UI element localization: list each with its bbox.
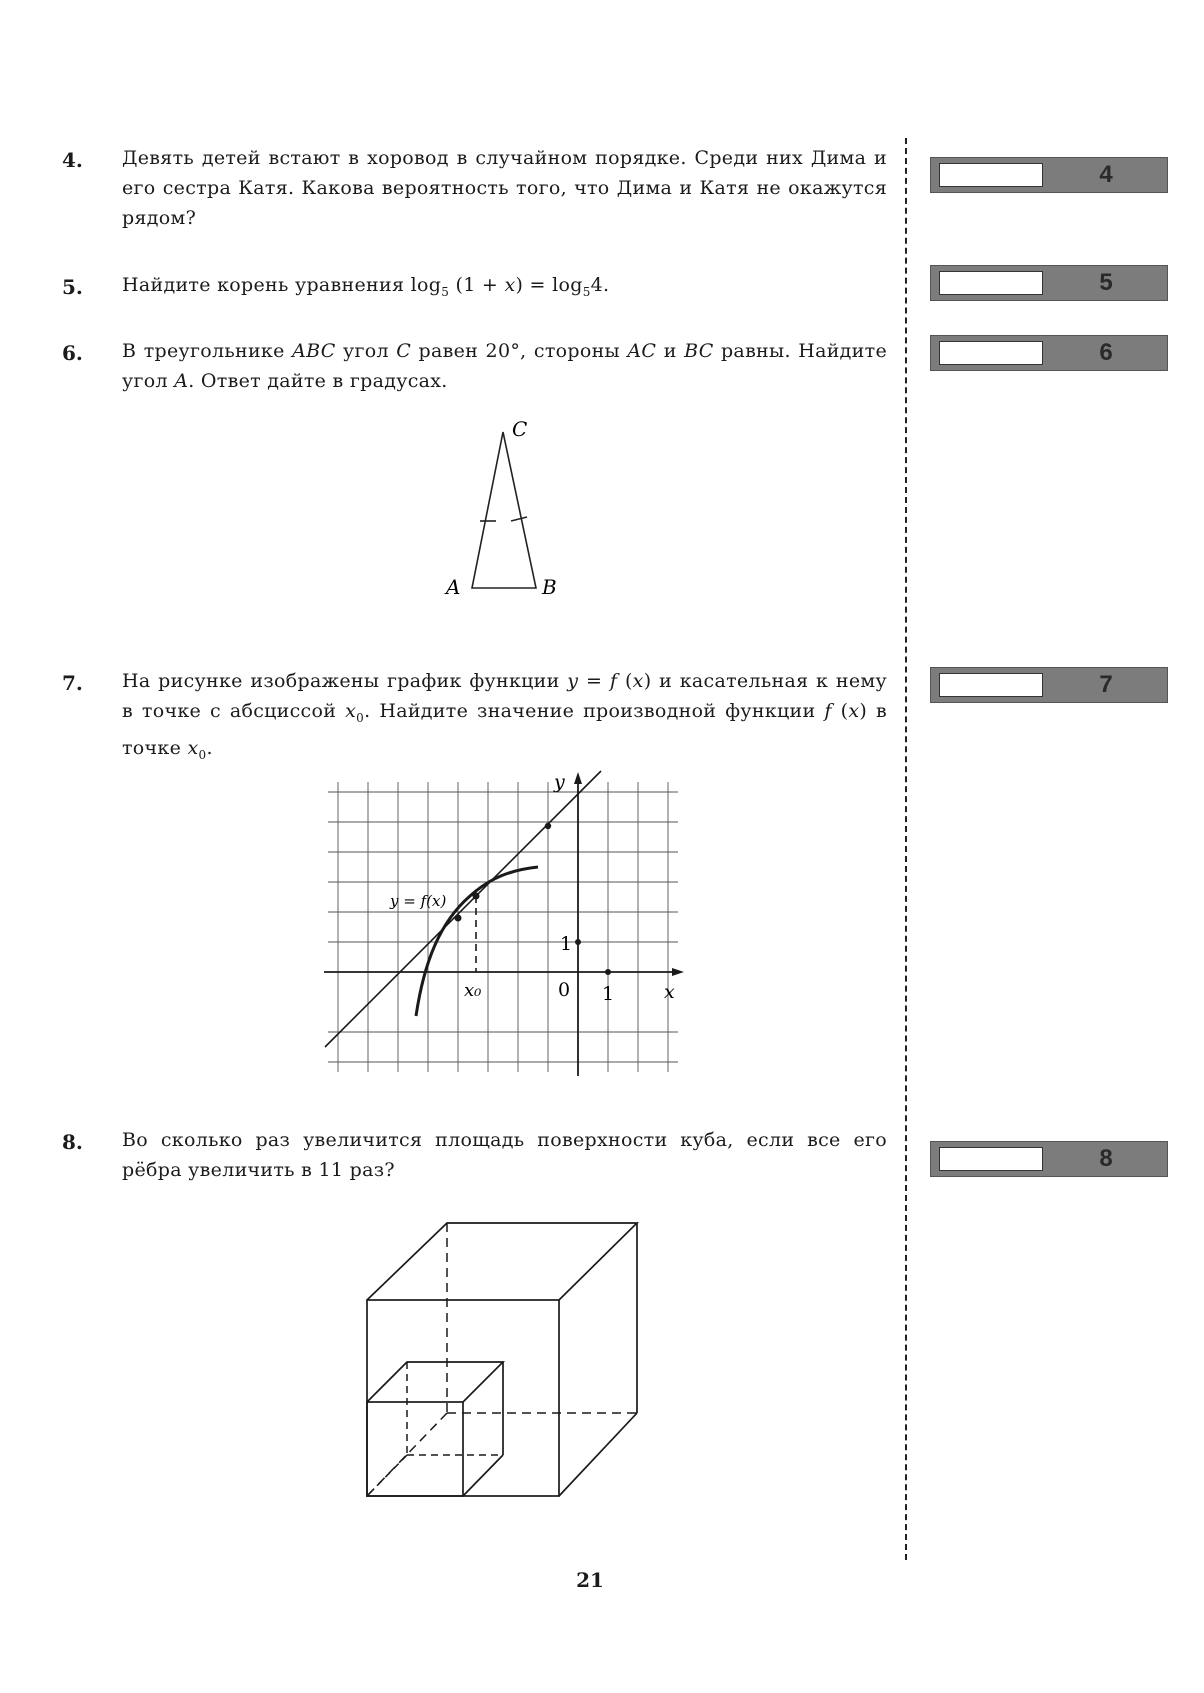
label-one-x: 1: [602, 983, 615, 1005]
answer-label-7: 7: [1099, 671, 1113, 698]
task-6-number: 6.: [62, 341, 83, 365]
task-4-text: Девять детей встают в хоровод в случайном порядке. Среди них Дима и его сестра Катя. Какова вероятность того, что Дима и Катя не окажутся рядом?: [122, 147, 887, 229]
label-y-axis: y: [554, 771, 565, 793]
answer-box-4: [930, 157, 1168, 193]
answer-label-8: 8: [1099, 1145, 1113, 1172]
answer-label-6: 6: [1099, 339, 1113, 366]
task-8-number: 8.: [62, 1130, 83, 1154]
task-5-number: 5.: [62, 275, 83, 299]
label-one-y: 1: [560, 933, 573, 955]
answer-box-5: [930, 265, 1168, 301]
unit-point-x: [605, 969, 611, 975]
tangent-point: [473, 893, 480, 900]
answer-field-8[interactable]: [939, 1147, 1043, 1171]
task-5-text: Найдите корень уравнения $\log_5 (1 + x) = \log_54$.: [122, 274, 610, 299]
page-number: 21: [576, 1568, 604, 1592]
answer-label-4: 4: [1099, 161, 1113, 188]
answer-field-5[interactable]: [939, 271, 1043, 295]
triangle-shape: [472, 432, 536, 588]
label-a: A: [446, 575, 461, 599]
curve-point: [455, 915, 462, 922]
label-origin: 0: [558, 979, 571, 1001]
answer-box-6: [930, 335, 1168, 371]
answer-box-8: [930, 1141, 1168, 1177]
grid: [328, 782, 678, 1072]
answer-field-7[interactable]: [939, 673, 1043, 697]
cube-figure: [355, 1215, 655, 1507]
label-function: y = f(x): [390, 892, 447, 910]
y-axis-arrow: [574, 772, 582, 784]
answer-field-4[interactable]: [939, 163, 1043, 187]
margin-separator: [905, 138, 907, 1560]
label-x0: x₀: [464, 980, 482, 1001]
tangent-line: [325, 771, 601, 1047]
x-axis-arrow: [672, 968, 684, 976]
line-point: [545, 823, 551, 829]
unit-point-y: [575, 939, 581, 945]
answer-box-7: [930, 667, 1168, 703]
answer-field-6[interactable]: [939, 341, 1043, 365]
label-c: C: [512, 417, 528, 441]
task-8-text: Во сколько раз увеличится площадь поверхности куба, если все его рёбра увеличить в 11 раз?: [122, 1129, 887, 1181]
derivative-graph: [320, 770, 690, 1080]
task-6-text: В треугольнике ABC угол C равен 20°, стороны AC и BC равны. Найдите угол A. Ответ дайте в градусах.: [122, 340, 887, 392]
label-x-axis: x: [664, 981, 675, 1003]
label-b: B: [542, 575, 557, 599]
task-7-text: На рисунке изображены график функции y = f (x) и касательная к нему в точке с абсциссой $x_0$. Найдите значение производной функции f (x) в точке $x_0$.: [122, 670, 887, 762]
tick-mark-bc: [511, 517, 527, 521]
triangle-figure: [430, 410, 570, 600]
answer-label-5: 5: [1099, 269, 1113, 296]
task-7-number: 7.: [62, 671, 83, 695]
task-4-number: 4.: [62, 148, 83, 172]
